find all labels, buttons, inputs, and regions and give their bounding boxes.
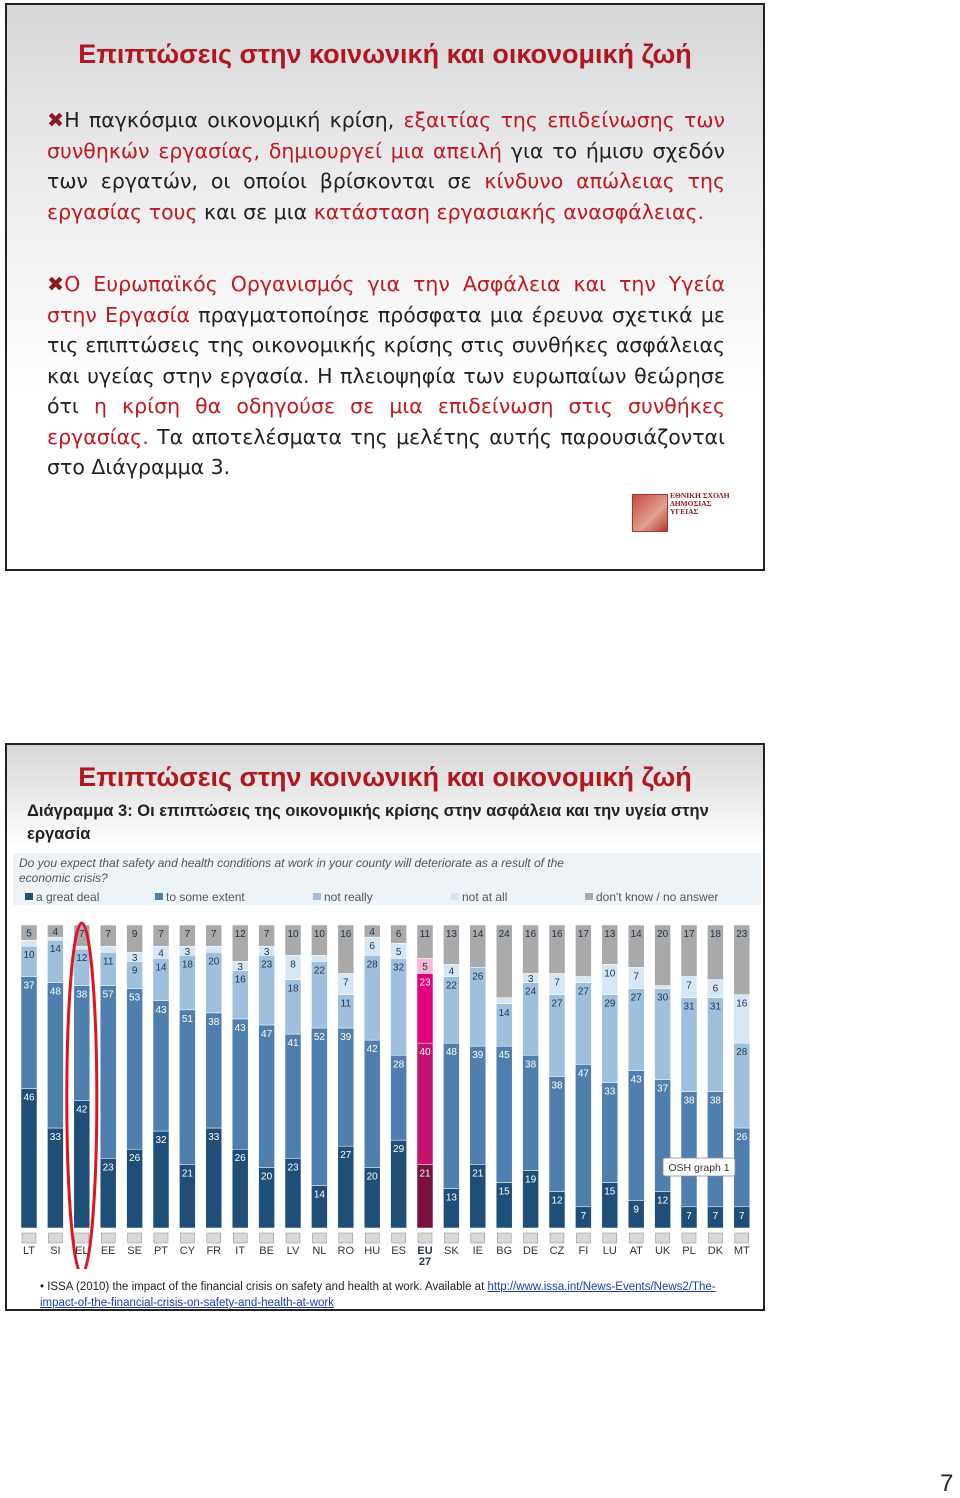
data-label: 14 [630,929,642,940]
category-label: IE [472,1245,484,1257]
data-label: 27 [551,998,563,1010]
data-label: 14 [498,1007,510,1019]
country-flag-icon [312,1233,326,1243]
category-label: NL [312,1245,327,1257]
data-label: 14 [49,944,61,956]
category-label: FI [578,1245,589,1257]
data-label: 7 [79,929,85,940]
x-bullet-icon: ✖ [47,108,65,132]
category-label: PT [153,1245,169,1257]
data-label: 20 [208,956,220,968]
chart-image [13,853,761,1269]
data-label: 21 [472,1168,484,1180]
country-flag-icon [392,1233,406,1243]
data-label: 41 [287,1038,299,1050]
country-flag-icon [550,1233,564,1243]
country-flag-icon [154,1233,168,1243]
country-flag-icon [576,1233,590,1243]
data-label: 23 [419,977,431,989]
bar-segment [681,1092,697,1207]
slide-title: Επιπτώσεις στην κοινωνική και οικονομική ζωή [78,39,692,69]
bar-segment [575,1064,591,1206]
category-label: PL [682,1245,696,1257]
bar-segment [549,1077,565,1192]
data-label: 10 [313,929,325,940]
data-label: 11 [340,998,351,1010]
data-label: 16 [340,929,352,940]
legend-swatch [25,893,33,900]
legend-label: not really [324,890,373,904]
data-label: 47 [261,1029,273,1040]
bar-segment [285,1034,301,1158]
data-label: 28 [736,1047,748,1059]
data-label: 6 [395,929,402,940]
legend-label: a great deal [36,890,100,904]
data-label: 3 [131,952,138,964]
data-label: 6 [712,983,719,995]
bar-segment [311,1028,327,1186]
data-label: 23 [261,959,273,971]
school-logo [632,492,732,532]
category-label: SK [444,1245,459,1257]
logo-emblem-icon [632,494,668,532]
data-label: 26 [736,1132,748,1143]
data-label: 13 [445,1192,457,1204]
data-label: 46 [23,1092,35,1104]
data-label: 16 [525,929,537,940]
legend-swatch [451,893,459,900]
legend-swatch [313,893,321,900]
country-flag-icon [75,1233,89,1243]
country-flag-icon [603,1233,617,1243]
data-label: 38 [208,1016,220,1028]
data-label: 13 [445,929,457,940]
bar-segment [21,977,37,1089]
country-flag-icon [101,1233,115,1243]
data-label: 39 [340,1032,352,1043]
country-flag-icon [260,1233,274,1243]
data-label: 48 [49,986,61,998]
data-label: 16 [551,929,563,940]
country-flag-icon [629,1233,643,1243]
data-label: 5 [395,946,402,958]
page-number: 7 [940,1470,954,1497]
bar-segment [232,1019,248,1149]
highlight-text: εξαιτίας της επιδείνωσης των συνθηκών εργασίας, δημιουργεί μια απειλή [47,108,725,163]
data-label: 38 [525,1059,537,1071]
data-label: 53 [129,992,141,1004]
data-label: 39 [472,1050,484,1062]
legend-swatch [155,893,163,900]
bar-segment [259,1025,275,1167]
bar-segment [496,1046,512,1182]
data-label: 3 [237,961,243,973]
bar-segment [179,1010,195,1165]
text: πραγματοποίησε πρόσφατα μια έρευνα σχετικά με τις επιπτώσεις της οικονομικής κρίσης στις συνθήκες ασφάλειας και υγείας στην εργασία. Η πλειοψηφία των ευρωπαίων θεώρησε ότι [47,302,725,418]
data-label: 23 [287,1162,299,1174]
category-label: EL [75,1245,89,1257]
data-label: 10 [604,968,616,980]
data-label: 27 [577,986,589,998]
data-label: 21 [181,1168,193,1180]
data-label: 3 [263,946,270,958]
bar-segment [74,986,90,1101]
data-label: 31 [709,1001,721,1013]
bar-segment [417,1043,433,1164]
country-flag-icon [708,1233,722,1243]
data-label: 7 [105,929,111,940]
bar-segment [364,1040,380,1167]
data-label: 9 [633,1204,639,1216]
data-label: 12 [657,1195,669,1207]
data-label: 7 [343,977,349,989]
bullet-paragraph-2 [47,269,725,483]
country-flag-icon [524,1233,538,1243]
data-label: 4 [369,927,375,939]
country-flag-icon [497,1233,511,1243]
data-label: 15 [498,1186,510,1198]
text: και σε μια [197,199,314,224]
data-label: 7 [686,1210,692,1222]
category-label: MT [733,1245,750,1257]
data-label: 26 [129,1153,141,1165]
highlight-text: κατάσταση εργασιακής ανασφάλειας. [313,199,705,224]
data-label: 33 [208,1132,220,1143]
bar-segment [470,1046,486,1164]
data-label: 18 [287,983,299,995]
country-flag-icon [286,1233,300,1243]
chart-background [13,853,761,1269]
data-label: 7 [211,929,217,940]
bar-segment [206,946,222,952]
data-label: 37 [657,1083,669,1095]
bullet-paragraph-1 [47,105,725,227]
category-label: UK [654,1245,671,1257]
data-label: 7 [686,980,692,992]
data-label: 4 [448,966,455,978]
country-flag-icon [735,1233,749,1243]
diagram-caption [27,800,747,846]
data-label: 26 [234,1153,246,1165]
data-label: 12 [234,929,246,940]
data-label: 3 [184,946,191,958]
category-label: EE [100,1245,116,1257]
bar-segment [206,1128,222,1228]
data-label: 21 [419,1168,431,1180]
bar-segment [47,983,63,1128]
data-label: 42 [76,1104,88,1116]
data-label: 38 [551,1080,563,1092]
data-label: 6 [369,941,375,953]
bar-segment [21,1089,37,1228]
data-label: 52 [313,1032,325,1043]
slide-2 [5,743,765,1311]
data-label: 9 [131,965,138,977]
bar-segment [575,977,591,983]
ref-text: ISSA (2010) the impact of the financial crisis on safety and health at work. Available at [47,1281,488,1293]
country-flag-icon [233,1233,247,1243]
data-label: 48 [445,1047,457,1059]
data-label: 7 [184,929,191,940]
ref-bullet: • [40,1281,45,1293]
data-label: 29 [604,998,616,1010]
country-flag-icon [682,1233,696,1243]
category-label: DK [707,1245,724,1257]
x-bullet-icon: ✖ [47,272,65,296]
category-label: LT [22,1245,36,1257]
data-label: 33 [604,1086,616,1098]
category-label: RO [337,1245,355,1257]
data-label: 27 [340,1150,352,1162]
country-flag-icon [471,1233,485,1243]
data-label: 51 [181,1013,193,1025]
data-label: 18 [181,959,193,971]
category-label: SE [127,1245,142,1257]
country-flag-icon [22,1233,36,1243]
category-label: ES [391,1245,406,1257]
data-label: 40 [419,1047,431,1059]
data-label: 23 [102,1162,114,1174]
data-label: 4 [158,948,164,960]
country-flag-icon [180,1233,194,1243]
category-label: HU [364,1245,381,1257]
data-label: 13 [604,929,616,940]
data-label: 22 [313,965,325,977]
data-label: 14 [313,1189,325,1201]
category-label: BG [496,1245,513,1257]
reference-link[interactable]: http://www.issa.int/News-Events/News2/The-impact-of-the-financial-crisis-on-safety-and-health-at-work [40,1281,716,1309]
data-label: 43 [155,1004,167,1016]
data-label: 43 [630,1074,642,1086]
data-label: 37 [23,980,35,992]
category-label: SI [50,1245,61,1257]
country-flag-icon [48,1233,62,1243]
data-label: 30 [657,992,669,1004]
text: Τα αποτελέσματα της μελέτης αυτής παρουσιάζονται στο Διάγραμμα 3. [47,424,725,479]
data-label: 24 [525,986,537,998]
data-label: 7 [739,1210,745,1222]
category-label: CY [179,1245,196,1257]
data-label: 23 [736,929,748,940]
legend-label: not at all [462,890,508,904]
data-label: 11 [419,929,431,940]
data-label: 24 [498,929,510,940]
category-label: FR [206,1245,222,1257]
category-label: LU [602,1245,617,1257]
data-label: 28 [393,1059,405,1071]
data-label: 16 [736,998,748,1010]
data-label: 3 [527,974,534,985]
data-label: 12 [76,953,88,965]
category-label: DE [522,1245,539,1257]
country-flag-icon [365,1233,379,1243]
osh-badge-label: OSH graph 1 [668,1162,730,1174]
data-label: 42 [366,1044,378,1056]
data-label: 38 [76,989,88,1001]
data-label: 4 [52,927,59,939]
category-label: LV [286,1245,300,1257]
data-label: 57 [102,989,114,1001]
bar-segment [100,986,116,1159]
highlight-text: κίνδυνο απώλειας της εργασίας τους [47,169,726,224]
data-label: 22 [445,980,457,992]
data-label: 29 [393,1144,405,1156]
caption-text: Οι επιπτώσεις της οικονομικής κρίσης στην ασφάλεια και την υγεία στην εργασία [27,802,709,843]
data-label: 7 [158,929,164,940]
chart-question-line-2: economic crisis? [19,871,108,885]
bar-segment [311,955,327,961]
bar-segment [628,1070,644,1200]
legend-label: to some extent [166,890,245,904]
category-label: CZ [549,1245,565,1257]
bar-segment [47,1128,63,1228]
highlight-text: Ο Ευρωπαϊκός Οργανισμός για την Ασφάλεια και την Υγεία στην Εργασία [47,272,725,327]
bar-segment [21,940,37,946]
data-label: 12 [551,1195,563,1207]
data-label: 20 [366,1171,378,1183]
country-flag-icon [656,1233,670,1243]
data-label: 9 [131,929,138,940]
data-label: 10 [23,950,35,962]
data-label: 7 [712,1210,719,1222]
data-label: 31 [683,1001,695,1013]
category-label: BE [259,1245,274,1257]
data-label: 11 [103,956,114,968]
bar-segment [707,1092,723,1207]
data-label: 17 [577,929,589,940]
country-flag-icon [418,1233,432,1243]
highlight-text: η κρίση θα οδηγούσε σε μια επιδείνωση στις συνθήκες εργασίας. [47,394,725,449]
stacked-bar-chart [13,853,761,1269]
data-label: 14 [155,962,167,974]
data-label: 43 [234,1022,246,1034]
data-label: 5 [26,928,32,940]
data-label: 7 [263,929,270,940]
data-label: 38 [709,1095,721,1107]
logo-text: ΕΘΝΙΚΗ ΣΧΟΛΗ ΔΗΜΟΣΙΑΣ ΥΓΕΙΑΣ [670,491,730,516]
bar-segment [127,989,143,1150]
data-label: 20 [261,1171,273,1183]
country-flag-icon [207,1233,221,1243]
category-label: EU [417,1245,433,1257]
data-label: 19 [525,1174,537,1186]
data-label: 15 [604,1186,616,1198]
bar-segment [655,986,671,989]
data-label: 33 [49,1132,61,1143]
data-label: 27 [630,992,642,1004]
category-label: IT [235,1245,246,1257]
data-label: 32 [155,1135,167,1146]
data-label: 17 [683,929,695,940]
data-label: 32 [393,962,405,974]
text: Η παγκόσμια οικονομική κρίση, [64,108,404,132]
slide-title: Επιπτώσεις στην κοινωνική και οικονομική ζωή [78,762,692,792]
slide-1 [5,3,765,571]
data-label: 16 [234,974,246,986]
data-label: 20 [657,929,669,940]
bar-segment [496,998,512,1004]
country-flag-icon [444,1233,458,1243]
caption-lead: Διάγραμμα 3: [27,802,133,820]
text: για το ήμισυ σχεδόν των εργατών, οι οποίοι βρίσκονται σε [47,138,725,193]
reference-note [40,1279,720,1311]
data-label: 14 [472,929,484,940]
data-label: 8 [290,959,296,971]
bar-segment [523,1055,539,1170]
data-label: 5 [422,961,428,973]
bar-segment [74,946,90,949]
category-label-line-2: 27 [418,1256,432,1268]
data-label: 45 [498,1050,510,1062]
bar-segment [100,946,116,952]
legend-label: don't know / no answer [596,890,719,904]
data-label: 47 [577,1068,589,1080]
data-label: 18 [709,929,721,940]
data-label: 7 [580,1210,587,1222]
country-flag-icon [128,1233,142,1243]
bar-segment [338,1028,354,1146]
bar-segment [206,1013,222,1128]
data-label: 28 [366,959,378,971]
bar-segment [443,1043,459,1188]
bar-segment [153,1001,169,1131]
legend-swatch [585,893,593,900]
country-flag-icon [339,1233,353,1243]
data-label: 38 [683,1095,695,1107]
category-label: AT [629,1245,643,1257]
data-label: 10 [287,929,299,940]
data-label: 7 [554,977,560,989]
data-label: 7 [633,971,639,983]
bar-segment [74,1101,90,1228]
chart-question-line-1: Do you expect that safety and health conditions at work in your county will deteriorate as a result of the [19,856,564,870]
data-label: 26 [472,971,484,983]
